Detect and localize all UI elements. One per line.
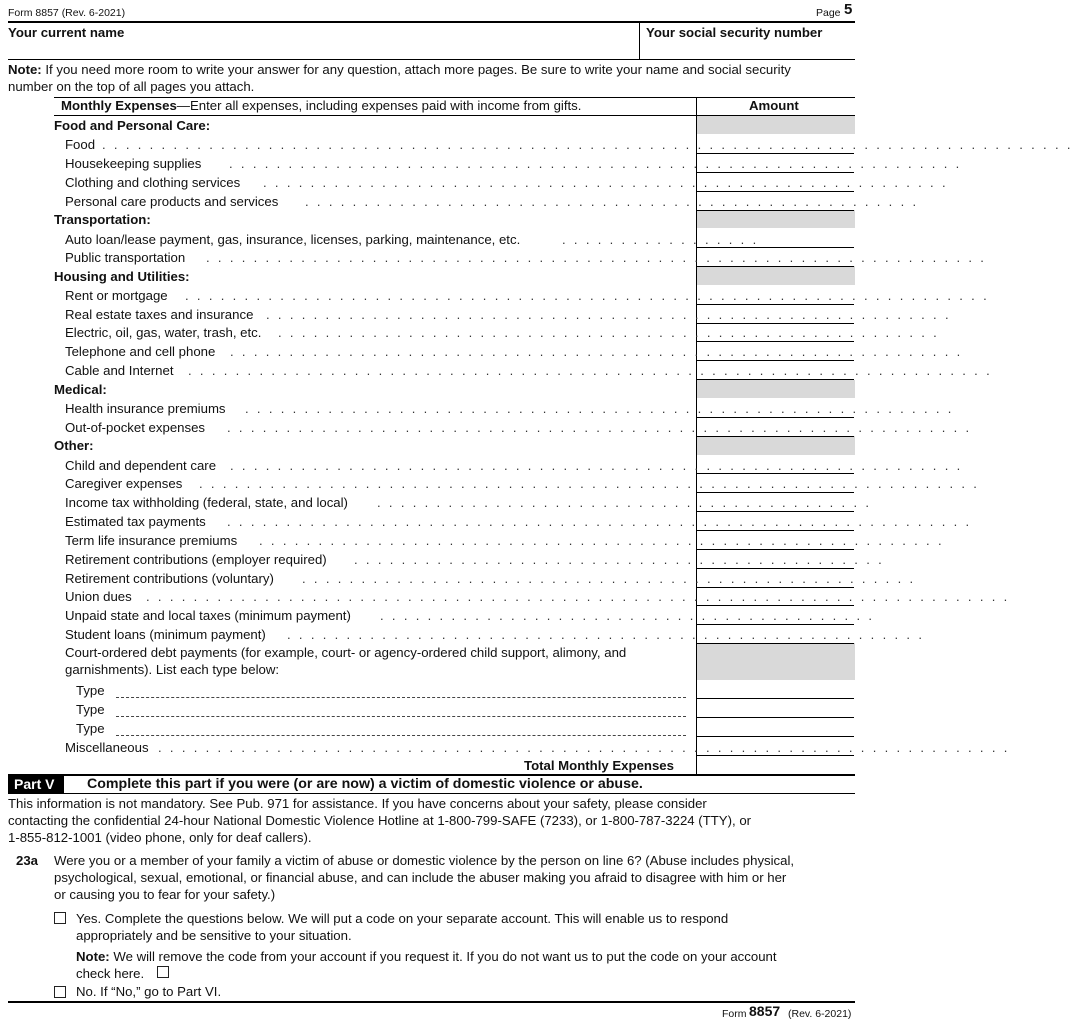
leader-dots: ......................................................................... — [146, 589, 1016, 604]
item-out-of-pocket-label: Out-of-pocket expenses — [65, 420, 206, 435]
leader-dots: .................................................... — [305, 194, 925, 209]
page-number: 5 — [844, 1, 853, 18]
no-code-checkbox[interactable] — [157, 966, 169, 978]
amount-health-insurance[interactable] — [697, 399, 854, 418]
shade-transportation — [697, 210, 855, 228]
amount-caregiver[interactable] — [697, 474, 854, 493]
item-term-life-label: Term life insurance premiums — [65, 533, 238, 548]
amount-public-transport[interactable] — [697, 248, 854, 267]
footer-form-number: 8857 — [749, 1003, 781, 1019]
item-food-label: Food — [65, 137, 96, 152]
shade-other — [697, 436, 855, 455]
amount-auto[interactable] — [697, 229, 854, 248]
q23a-line3: or causing you to fear for your safety.) — [54, 887, 276, 902]
note-line2: number on the top of all pages you attach. — [8, 79, 255, 94]
amount-income-tax[interactable] — [697, 493, 854, 512]
leader-dots: ................. — [562, 232, 765, 247]
current-name-label: Your current name — [8, 25, 125, 40]
leader-dots: .................................................................... — [185, 288, 996, 303]
type-description-3[interactable] — [116, 719, 686, 735]
item-utilities-label: Electric, oil, gas, water, trash, etc. — [65, 325, 262, 340]
item-court-ordered-line1: Court-ordered debt payments (for example, court- or agency-ordered child support, alimony, and — [65, 645, 627, 660]
leader-dots: .................................................... — [302, 571, 922, 586]
type-description-1[interactable] — [116, 681, 686, 697]
shade-medical — [697, 380, 855, 398]
amount-unpaid-taxes[interactable] — [697, 606, 854, 625]
leader-dots: .......................................................... — [266, 307, 957, 322]
header-rule — [8, 21, 855, 23]
amount-food[interactable] — [697, 135, 854, 154]
amount-out-of-pocket[interactable] — [697, 418, 854, 437]
amount-term-life[interactable] — [697, 531, 854, 550]
amount-type-3[interactable] — [697, 718, 854, 737]
item-unpaid-taxes-label: Unpaid state and local taxes (minimum payment) — [65, 608, 351, 623]
type-line-1 — [116, 697, 686, 698]
item-real-estate-label: Real estate taxes and insurance — [65, 307, 254, 322]
no-checkbox[interactable] — [54, 986, 66, 998]
type-label-3: Type — [76, 721, 105, 736]
part5-intro-line1: This information is not mandatory. See Pub. 971 for assistance. If you have concerns about your safety, please consider — [8, 796, 707, 811]
amount-type-2[interactable] — [697, 699, 854, 718]
no-text: No. If “No,” go to Part VI. — [76, 984, 222, 999]
item-public-transport-label: Public transportation — [65, 250, 186, 265]
item-child-care-label: Child and dependent care — [65, 458, 217, 473]
leader-dots: .......................................................... — [263, 175, 954, 190]
part5-intro-line3: 1-855-812-1001 (video phone, only for deaf callers). — [8, 830, 312, 845]
amount-miscellaneous[interactable] — [697, 737, 854, 756]
part5-badge: Part V — [14, 776, 55, 792]
item-income-tax-label: Income tax withholding (federal, state, and local) — [65, 495, 348, 510]
type-line-3 — [116, 735, 686, 736]
item-personal-care-label: Personal care products and services — [65, 194, 279, 209]
leader-dots: .............................................................. — [230, 458, 969, 473]
amount-retirement-required[interactable] — [697, 550, 854, 569]
amount-utilities[interactable] — [697, 323, 854, 342]
item-estimated-tax-label: Estimated tax payments — [65, 514, 206, 529]
item-cable-label: Cable and Internet — [65, 363, 174, 378]
category-food: Food and Personal Care: — [54, 118, 211, 133]
amount-cable[interactable] — [697, 361, 854, 380]
code-note-line2: check here. — [76, 966, 145, 981]
item-auto-label: Auto loan/lease payment, gas, insurance, licenses, parking, maintenance, etc. — [65, 232, 521, 247]
amount-student-loans[interactable] — [697, 625, 854, 644]
leader-dots: .................................................................. — [199, 476, 986, 491]
part5-title: Complete this part if you were (or are now) a victim of domestic violence or abuse. — [87, 776, 643, 792]
item-union-dues-label: Union dues — [65, 589, 132, 604]
amount-rent[interactable] — [697, 286, 854, 305]
page-label: Page — [816, 7, 841, 19]
current-name-field[interactable] — [8, 42, 640, 59]
item-retirement-voluntary-label: Retirement contributions (voluntary) — [65, 571, 274, 586]
name-row-rule — [8, 59, 855, 60]
category-transportation: Transportation: — [54, 212, 151, 227]
leader-dots: .................................................................... — [188, 363, 999, 378]
category-other: Other: — [54, 438, 94, 453]
leader-dots: ............................................................ — [245, 401, 960, 416]
type-description-2[interactable] — [116, 700, 686, 716]
amount-child-care[interactable] — [697, 455, 854, 474]
footer-revision: (Rev. 6-2021) — [788, 1008, 852, 1020]
type-label-2: Type — [76, 702, 105, 717]
part5-title-rule — [8, 793, 855, 794]
amount-real-estate[interactable] — [697, 305, 854, 324]
leader-dots: .............................................................. — [229, 156, 968, 171]
amount-header: Amount — [749, 98, 799, 113]
item-rent-label: Rent or mortgage — [65, 288, 168, 303]
leader-dots: .................................................................................. — [102, 137, 1079, 152]
item-housekeeping-label: Housekeeping supplies — [65, 156, 202, 171]
type-line-2 — [116, 716, 686, 717]
item-court-ordered-line2: garnishments). List each type below: — [65, 662, 280, 677]
yes-line2: appropriately and be sensitive to your situation. — [76, 928, 352, 943]
category-medical: Medical: — [54, 382, 107, 397]
item-caregiver-label: Caregiver expenses — [65, 476, 183, 491]
item-health-insurance-label: Health insurance premiums — [65, 401, 226, 416]
leader-dots: .......................................... — [380, 608, 881, 623]
leader-dots: .......................................... — [377, 495, 878, 510]
amount-total[interactable] — [697, 756, 854, 775]
q23a-line2: psychological, sexual, emotional, or financial abuse, and can include the abuser making you afraid to disagree with him or her — [54, 870, 787, 885]
leader-dots: ............................................................... — [227, 514, 978, 529]
amount-type-1[interactable] — [697, 680, 854, 699]
amount-housekeeping[interactable] — [697, 154, 854, 173]
leader-dots: ........................................................................ — [158, 740, 1016, 755]
amount-telephone[interactable] — [697, 342, 854, 361]
amount-retirement-voluntary[interactable] — [697, 569, 854, 588]
q23a-line1: Were you or a member of your family a victim of abuse or domestic violence by the person on line 6? (Abuse includes physical, — [54, 853, 795, 868]
leader-dots: .......................................................... — [259, 533, 950, 548]
form-id: Form 8857 (Rev. 6-2021) — [8, 7, 126, 19]
leader-dots: ............................................. — [354, 552, 891, 567]
category-housing: Housing and Utilities: — [54, 269, 190, 284]
yes-line1: Yes. Complete the questions below. We will put a code on your separate account. This will enable us to respond — [76, 911, 729, 926]
amount-union-dues[interactable] — [697, 587, 854, 606]
total-label: Total Monthly Expenses — [524, 758, 674, 773]
ssn-label: Your social security number — [646, 25, 823, 40]
yes-checkbox[interactable] — [54, 912, 66, 924]
name-ssn-divider — [639, 22, 640, 59]
expenses-header: Monthly Expenses—Enter all expenses, including expenses paid with income from gifts. — [61, 98, 582, 113]
item-miscellaneous-label: Miscellaneous — [65, 740, 149, 755]
footer-rule — [8, 1001, 855, 1003]
leader-dots: ........................................................ — [278, 325, 946, 340]
code-note-line1: Note: We will remove the code from your account if you request it. If you do not want us to put the code on your account — [76, 949, 777, 964]
ssn-field[interactable] — [646, 42, 855, 59]
leader-dots: .............................................................. — [230, 344, 969, 359]
footer-form-word: Form — [722, 1008, 747, 1020]
item-telephone-label: Telephone and cell phone — [65, 344, 216, 359]
shade-food — [697, 116, 855, 134]
part5-intro-line2: contacting the confidential 24-hour National Domestic Violence Hotline at 1-800-799-SAFE (7233), or 1-800-787-3224 (TTY), or — [8, 813, 752, 828]
leader-dots: ............................................................... — [227, 420, 978, 435]
amount-personal-care[interactable] — [697, 192, 854, 211]
note-line1: Note: If you need more room to write your answer for any question, attach more pages. Be sure to write your name and social security — [8, 62, 791, 77]
q23a-number: 23a — [16, 853, 39, 868]
item-clothing-label: Clothing and clothing services — [65, 175, 241, 190]
item-student-loans-label: Student loans (minimum payment) — [65, 627, 266, 642]
shade-housing — [697, 266, 855, 285]
item-retirement-required-label: Retirement contributions (employer required) — [65, 552, 327, 567]
type-label-1: Type — [76, 683, 105, 698]
leader-dots: ...................................................... — [287, 627, 931, 642]
shade-court-ordered — [697, 643, 855, 680]
amount-estimated-tax[interactable] — [697, 512, 854, 531]
amount-clothing[interactable] — [697, 173, 854, 192]
leader-dots: .................................................................. — [206, 250, 993, 265]
